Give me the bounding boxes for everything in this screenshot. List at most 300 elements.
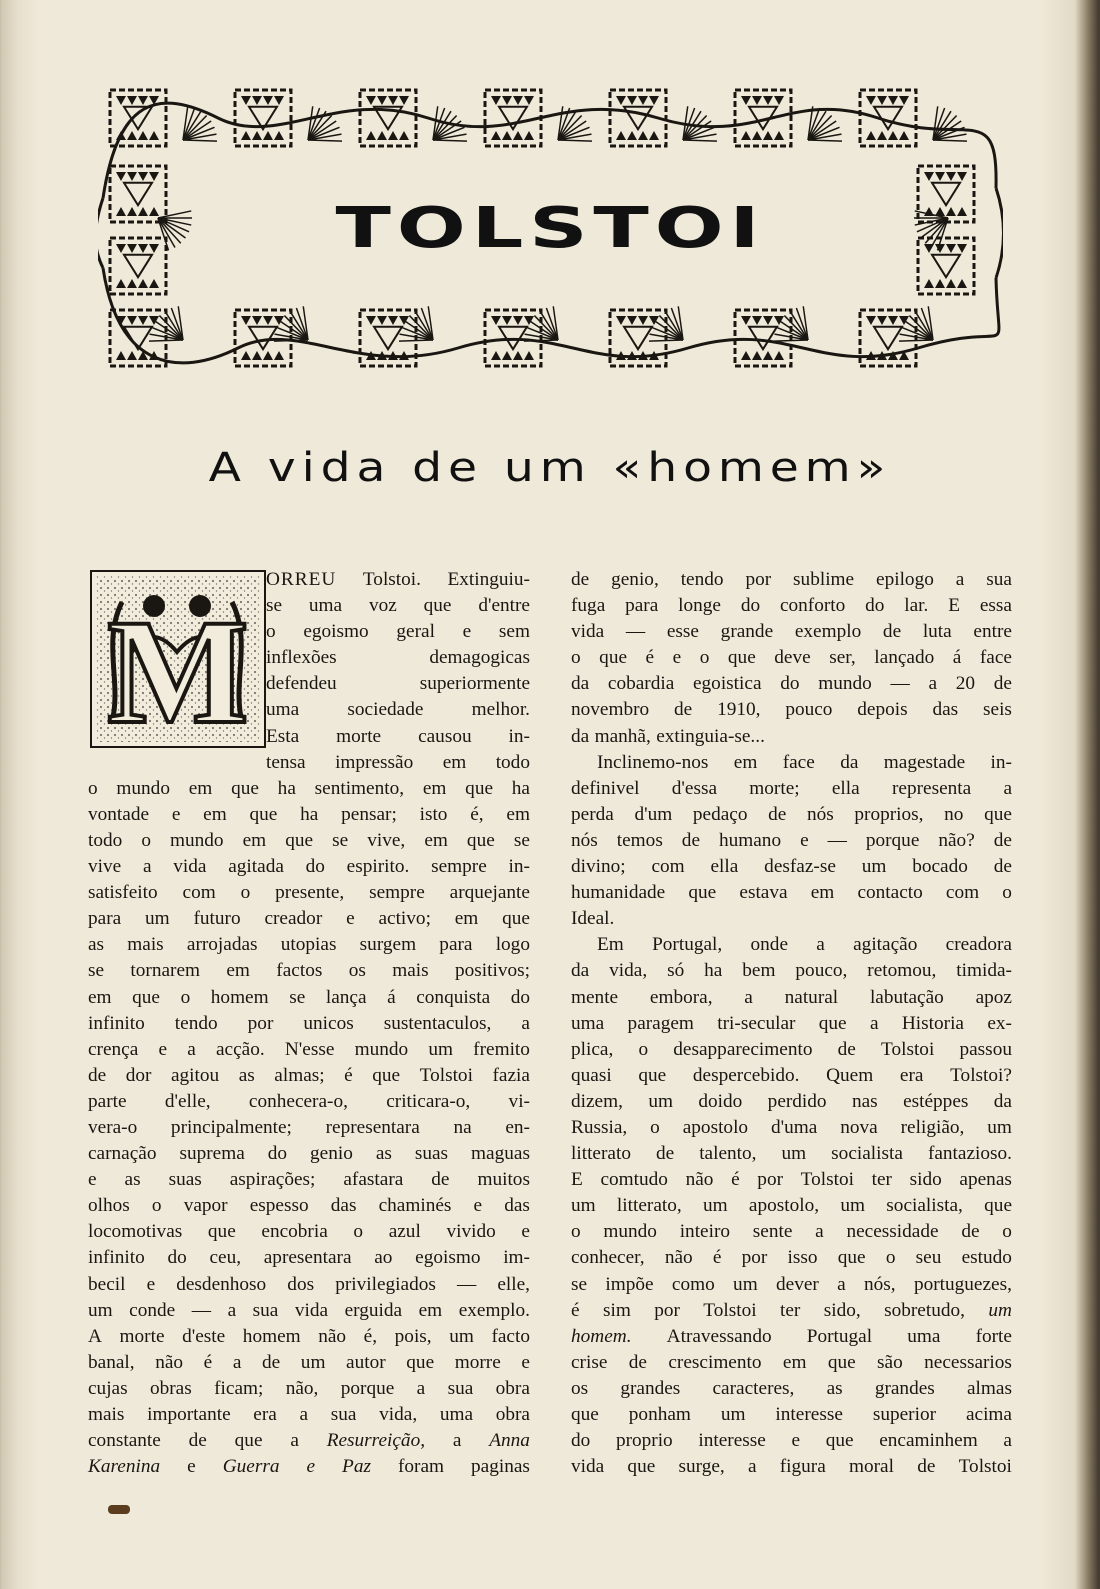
word: superiormente bbox=[419, 673, 530, 695]
word: seu bbox=[915, 1247, 942, 1269]
word: d'uma bbox=[771, 1116, 818, 1138]
text-line bbox=[571, 593, 1012, 619]
text-line bbox=[88, 1141, 530, 1167]
word: deve bbox=[774, 647, 811, 669]
word: figura bbox=[779, 1456, 826, 1478]
word: Portugal bbox=[806, 1325, 873, 1347]
word: demagogicas bbox=[429, 647, 530, 669]
word: religião, bbox=[900, 1116, 965, 1138]
word: sua bbox=[986, 569, 1012, 590]
word: e bbox=[306, 1456, 316, 1478]
word: é, bbox=[470, 803, 484, 825]
text-line bbox=[88, 1298, 530, 1324]
word: unicos bbox=[303, 1012, 354, 1034]
word: superior bbox=[872, 1404, 937, 1425]
word: o bbox=[141, 829, 151, 851]
article-subtitle: A vida de um «homem» bbox=[208, 445, 892, 491]
word: o bbox=[699, 647, 710, 669]
word: mundo bbox=[116, 777, 170, 799]
word: para bbox=[625, 595, 659, 617]
text-line bbox=[571, 1167, 1012, 1193]
word: de bbox=[88, 1064, 107, 1086]
word: principalmente; bbox=[170, 1116, 292, 1138]
word: necessarios bbox=[924, 1351, 1012, 1373]
word: a bbox=[299, 1404, 309, 1425]
word: isto bbox=[419, 803, 448, 825]
word: para bbox=[439, 934, 473, 956]
word: sua bbox=[330, 1404, 357, 1425]
word: onde bbox=[750, 934, 788, 956]
word: ella bbox=[831, 777, 860, 799]
word: homem bbox=[210, 986, 269, 1008]
word: a bbox=[816, 934, 825, 956]
word: parte bbox=[88, 1090, 127, 1112]
word: crise bbox=[571, 1351, 608, 1373]
word: agitou bbox=[170, 1064, 220, 1086]
word: se bbox=[289, 986, 306, 1008]
word: das bbox=[330, 1195, 357, 1217]
word: com bbox=[182, 882, 216, 904]
word: arquejante bbox=[449, 882, 530, 904]
word: o bbox=[571, 647, 581, 669]
word: Em bbox=[597, 934, 624, 956]
text-line bbox=[571, 645, 1012, 671]
word: crença bbox=[88, 1038, 139, 1060]
word: isso bbox=[787, 1247, 818, 1269]
text-line bbox=[88, 1376, 530, 1402]
word: passou bbox=[959, 1038, 1012, 1060]
word: sido bbox=[909, 1169, 942, 1191]
text-line bbox=[571, 1141, 1012, 1167]
word: sobretudo, bbox=[884, 1299, 965, 1321]
word: e bbox=[473, 1195, 483, 1217]
word: de bbox=[882, 621, 902, 643]
word: nós bbox=[806, 803, 834, 825]
word: epilogo bbox=[876, 569, 934, 590]
word: autor bbox=[346, 1351, 386, 1373]
word: sempre bbox=[369, 882, 425, 904]
word: ter bbox=[871, 1169, 892, 1191]
text-line bbox=[88, 776, 530, 802]
word: estéppes bbox=[903, 1090, 969, 1112]
word: seis bbox=[983, 699, 1012, 721]
word: por bbox=[654, 1299, 680, 1321]
word: moral bbox=[849, 1456, 894, 1478]
word: com bbox=[945, 882, 980, 904]
word: que bbox=[465, 777, 494, 799]
word: que bbox=[571, 1404, 599, 1425]
word: da bbox=[571, 725, 590, 747]
text-line bbox=[571, 932, 1012, 958]
word: vera-o bbox=[88, 1116, 138, 1138]
ornament-tile bbox=[360, 90, 416, 146]
text-line bbox=[571, 1428, 1012, 1454]
word: causou bbox=[418, 725, 472, 747]
paper-stain bbox=[108, 1505, 130, 1514]
word: lançado bbox=[874, 647, 935, 669]
text-line bbox=[571, 1454, 1012, 1480]
word: a bbox=[1003, 777, 1012, 799]
word: Paz bbox=[342, 1456, 371, 1478]
word: um bbox=[987, 1116, 1012, 1138]
word: surge, bbox=[678, 1456, 725, 1478]
word: ha bbox=[704, 960, 723, 982]
text-line bbox=[88, 1167, 530, 1193]
word: da bbox=[571, 960, 590, 982]
word: sente bbox=[752, 1221, 793, 1243]
word: de bbox=[674, 699, 693, 721]
word: Karenina bbox=[88, 1456, 161, 1478]
text-line bbox=[88, 906, 530, 932]
text-line bbox=[88, 1193, 530, 1219]
word: em bbox=[422, 777, 447, 799]
text-line bbox=[88, 828, 530, 854]
word: Ideal. bbox=[571, 908, 615, 930]
word: doido bbox=[698, 1090, 743, 1112]
word: Russia, bbox=[571, 1116, 628, 1138]
word: que bbox=[818, 1012, 847, 1034]
word: pouco, bbox=[795, 960, 848, 982]
word: que bbox=[285, 829, 314, 851]
text-line bbox=[571, 750, 1012, 776]
word: a bbox=[815, 1221, 824, 1243]
word: foram bbox=[397, 1456, 445, 1478]
word: encobria bbox=[261, 1221, 328, 1243]
word: e bbox=[800, 829, 809, 851]
word: um bbox=[840, 1195, 866, 1217]
word: retomou, bbox=[867, 960, 937, 982]
word: im- bbox=[503, 1247, 530, 1269]
word: definivel bbox=[571, 777, 640, 799]
word: não bbox=[664, 1247, 693, 1269]
word: e bbox=[346, 908, 355, 930]
word: apostolo, bbox=[748, 1195, 820, 1217]
word: sustentaculos, bbox=[383, 1012, 492, 1034]
word: é bbox=[645, 647, 655, 669]
word: do bbox=[510, 986, 530, 1008]
word: perda bbox=[571, 803, 614, 825]
word: que bbox=[249, 803, 278, 825]
word: em bbox=[442, 751, 467, 773]
word: á bbox=[387, 986, 396, 1008]
word: comtudo bbox=[600, 1169, 668, 1191]
word: mundo bbox=[818, 673, 872, 695]
word: criticara-o, bbox=[386, 1090, 471, 1112]
word: é bbox=[203, 1351, 213, 1373]
word: um bbox=[648, 1090, 673, 1112]
word: temos bbox=[616, 829, 663, 851]
word: A bbox=[88, 1325, 102, 1347]
word: uma bbox=[439, 1404, 474, 1425]
word: se bbox=[513, 829, 530, 851]
word: mais bbox=[392, 960, 429, 982]
word: em bbox=[782, 1351, 807, 1373]
word: talento, bbox=[699, 1143, 757, 1165]
word: obra bbox=[495, 1404, 530, 1425]
word: do bbox=[167, 1247, 187, 1269]
word: conhecer, bbox=[571, 1247, 645, 1269]
word: são bbox=[877, 1351, 903, 1373]
word: creador bbox=[264, 908, 323, 930]
word: pouco bbox=[785, 699, 833, 721]
word: pensar; bbox=[341, 803, 397, 825]
word: mundo bbox=[354, 1038, 409, 1060]
word: inflexões bbox=[266, 647, 337, 669]
word: d'um bbox=[634, 803, 673, 825]
word: luta bbox=[922, 621, 952, 643]
text-line bbox=[88, 1089, 530, 1115]
word: d'este bbox=[182, 1325, 226, 1347]
word: espirito. bbox=[346, 856, 410, 878]
word: que bbox=[132, 986, 160, 1008]
word: de bbox=[768, 803, 787, 825]
word: o bbox=[650, 1116, 660, 1138]
word: vida bbox=[571, 621, 605, 643]
word: facto bbox=[491, 1325, 530, 1347]
word: perdido bbox=[767, 1090, 827, 1112]
word: ponham bbox=[628, 1404, 691, 1425]
word: que bbox=[423, 595, 452, 617]
word: in- bbox=[990, 751, 1012, 773]
word: presente, bbox=[275, 882, 345, 904]
word: manhã, bbox=[594, 725, 651, 747]
word: obras bbox=[149, 1377, 192, 1399]
word: a bbox=[227, 1299, 237, 1321]
text-line bbox=[88, 1011, 530, 1037]
text-line bbox=[571, 1298, 1012, 1324]
text-line bbox=[571, 854, 1012, 880]
text-line bbox=[571, 1115, 1012, 1141]
word: ceu, bbox=[209, 1247, 242, 1269]
word: encaminhem bbox=[879, 1430, 978, 1452]
word: Tolstoi bbox=[703, 1299, 757, 1321]
word: porque bbox=[865, 829, 920, 851]
word: um bbox=[449, 1325, 474, 1347]
word: homem. bbox=[571, 1325, 632, 1347]
text-line bbox=[88, 645, 530, 671]
word: — bbox=[625, 621, 646, 643]
word: suas bbox=[168, 1169, 202, 1191]
word: era bbox=[899, 1064, 924, 1086]
page-title: TOLSTOI bbox=[335, 196, 766, 261]
ornament-tile bbox=[735, 90, 791, 146]
word: ser, bbox=[829, 647, 856, 669]
word: fremito bbox=[473, 1038, 530, 1060]
word: era bbox=[253, 1404, 277, 1425]
word: de bbox=[993, 673, 1012, 695]
word: chaminés bbox=[378, 1195, 452, 1217]
word: constante bbox=[88, 1430, 161, 1452]
word: todo bbox=[495, 751, 530, 773]
word: infinito bbox=[88, 1247, 145, 1269]
word: sentimento, bbox=[314, 777, 405, 799]
word: e bbox=[187, 1456, 196, 1478]
word: pois, bbox=[394, 1325, 432, 1347]
word: depois bbox=[857, 699, 908, 721]
word: carnação bbox=[88, 1143, 157, 1165]
word: grandes bbox=[874, 1377, 935, 1399]
word: crescimento bbox=[668, 1351, 762, 1373]
word: plica, bbox=[571, 1038, 614, 1060]
word: obra bbox=[495, 1377, 530, 1399]
word: as bbox=[238, 1064, 255, 1086]
word: em bbox=[88, 986, 112, 1008]
word: divino; bbox=[571, 856, 626, 878]
word: contacto bbox=[857, 882, 923, 904]
ornament-swirl-top bbox=[103, 103, 996, 198]
word: vida, bbox=[379, 1404, 418, 1425]
word: Historia bbox=[901, 1012, 964, 1034]
text-line bbox=[571, 1089, 1012, 1115]
word: activo; bbox=[378, 908, 431, 930]
word: labutação bbox=[869, 986, 944, 1008]
word: apostolo bbox=[682, 1116, 749, 1138]
word: um bbox=[145, 908, 170, 930]
word: não bbox=[685, 1169, 714, 1191]
word: melhor. bbox=[471, 699, 530, 721]
word: necessidade bbox=[846, 1221, 939, 1243]
word: litterato, bbox=[616, 1195, 682, 1217]
text-line bbox=[571, 880, 1012, 906]
word: azul bbox=[388, 1221, 421, 1243]
word: arrojadas bbox=[186, 934, 258, 956]
word: importante bbox=[147, 1404, 231, 1425]
word: uma bbox=[266, 699, 300, 721]
word: um bbox=[88, 1299, 113, 1321]
word: portuguezes, bbox=[913, 1273, 1012, 1295]
word: de bbox=[681, 829, 700, 851]
word: e bbox=[462, 621, 472, 643]
ornament-swirl-bottom bbox=[103, 268, 999, 363]
word: ella bbox=[710, 856, 739, 878]
word: um bbox=[733, 1273, 758, 1295]
word: que bbox=[502, 908, 530, 930]
text-line bbox=[571, 802, 1012, 828]
word: Tolstoi bbox=[800, 1169, 854, 1191]
word: quasi bbox=[571, 1064, 612, 1086]
word: o bbox=[638, 1038, 649, 1060]
text-line bbox=[88, 1272, 530, 1298]
word: do bbox=[780, 673, 800, 695]
text-line bbox=[571, 1193, 1012, 1219]
word: dos bbox=[287, 1273, 315, 1295]
word: representara bbox=[325, 1116, 420, 1138]
word: logo bbox=[495, 934, 530, 956]
word: litterato bbox=[571, 1143, 631, 1165]
word: apresentara bbox=[263, 1247, 352, 1269]
word: Tolstoi? bbox=[950, 1064, 1012, 1086]
word: sua bbox=[252, 1299, 279, 1321]
text-line bbox=[571, 671, 1012, 697]
word: locomotivas bbox=[88, 1221, 183, 1243]
word: voz bbox=[368, 595, 397, 617]
word: infinito bbox=[88, 1012, 145, 1034]
word: lar. bbox=[904, 595, 929, 617]
word: olhos bbox=[88, 1195, 130, 1217]
word: Guerra bbox=[222, 1456, 280, 1478]
word: sua bbox=[447, 1377, 474, 1399]
word: as bbox=[124, 1169, 141, 1191]
word: o bbox=[151, 1195, 162, 1217]
word: desapparecimento bbox=[673, 1038, 813, 1060]
word: Inclinemo-nos bbox=[597, 751, 709, 773]
word: que bbox=[837, 1247, 866, 1269]
word: que bbox=[825, 1430, 854, 1452]
word: embora, bbox=[649, 986, 713, 1008]
word: vivido bbox=[446, 1221, 496, 1243]
text-line bbox=[88, 1454, 530, 1480]
word: suprema bbox=[179, 1143, 245, 1165]
word: d'essa bbox=[671, 777, 718, 799]
word: só bbox=[667, 960, 685, 982]
word: por bbox=[247, 1012, 274, 1034]
word: sempre bbox=[431, 856, 487, 878]
word: inteiro bbox=[679, 1221, 731, 1243]
word: — bbox=[456, 1273, 477, 1295]
word: as bbox=[826, 1377, 843, 1399]
word: ter bbox=[779, 1299, 801, 1321]
word: de bbox=[571, 569, 590, 590]
word: não? bbox=[938, 829, 975, 851]
text-line bbox=[88, 1324, 530, 1350]
word: o bbox=[266, 621, 276, 643]
word: de bbox=[993, 829, 1012, 851]
word: forte bbox=[975, 1325, 1012, 1347]
word: de bbox=[655, 1143, 675, 1165]
word: grandes bbox=[620, 1377, 681, 1399]
word: en- bbox=[505, 1116, 530, 1138]
word: ha bbox=[300, 803, 319, 825]
word: socialista, bbox=[886, 1195, 963, 1217]
word: extinguia-se... bbox=[656, 725, 765, 747]
word: um bbox=[703, 1195, 728, 1217]
word: dever bbox=[776, 1273, 819, 1295]
word: genio, bbox=[611, 569, 659, 590]
word: ficam; bbox=[214, 1377, 264, 1399]
word: proprios, bbox=[854, 803, 924, 825]
word: factos bbox=[276, 960, 323, 982]
text-line bbox=[571, 1219, 1012, 1245]
word: o bbox=[1002, 1221, 1012, 1243]
word: apenas bbox=[959, 1169, 1012, 1191]
word: aspirações; bbox=[229, 1169, 316, 1191]
word: vive bbox=[88, 856, 122, 878]
word: como bbox=[671, 1273, 715, 1295]
word: da bbox=[571, 673, 590, 695]
word: que bbox=[231, 777, 259, 799]
text-line bbox=[88, 671, 530, 697]
word: de bbox=[961, 1221, 980, 1243]
word: privilegiados bbox=[335, 1273, 436, 1295]
word: é bbox=[731, 1169, 740, 1191]
word: exemplo. bbox=[458, 1299, 530, 1321]
word: em bbox=[226, 960, 250, 982]
word: e bbox=[791, 1430, 801, 1452]
word: representa bbox=[891, 777, 972, 799]
word: tri-secular bbox=[717, 1012, 796, 1034]
text-line bbox=[88, 854, 530, 880]
dropcap-letter: M bbox=[107, 589, 249, 746]
word: fuga bbox=[571, 595, 606, 617]
word: uma bbox=[907, 1325, 941, 1347]
word: ha bbox=[277, 777, 296, 799]
text-line bbox=[571, 828, 1012, 854]
word: e bbox=[146, 1273, 156, 1295]
word: sociedade bbox=[347, 699, 424, 721]
word: á bbox=[952, 647, 962, 669]
word: o bbox=[353, 1221, 364, 1243]
word: satisfeito bbox=[88, 882, 158, 904]
